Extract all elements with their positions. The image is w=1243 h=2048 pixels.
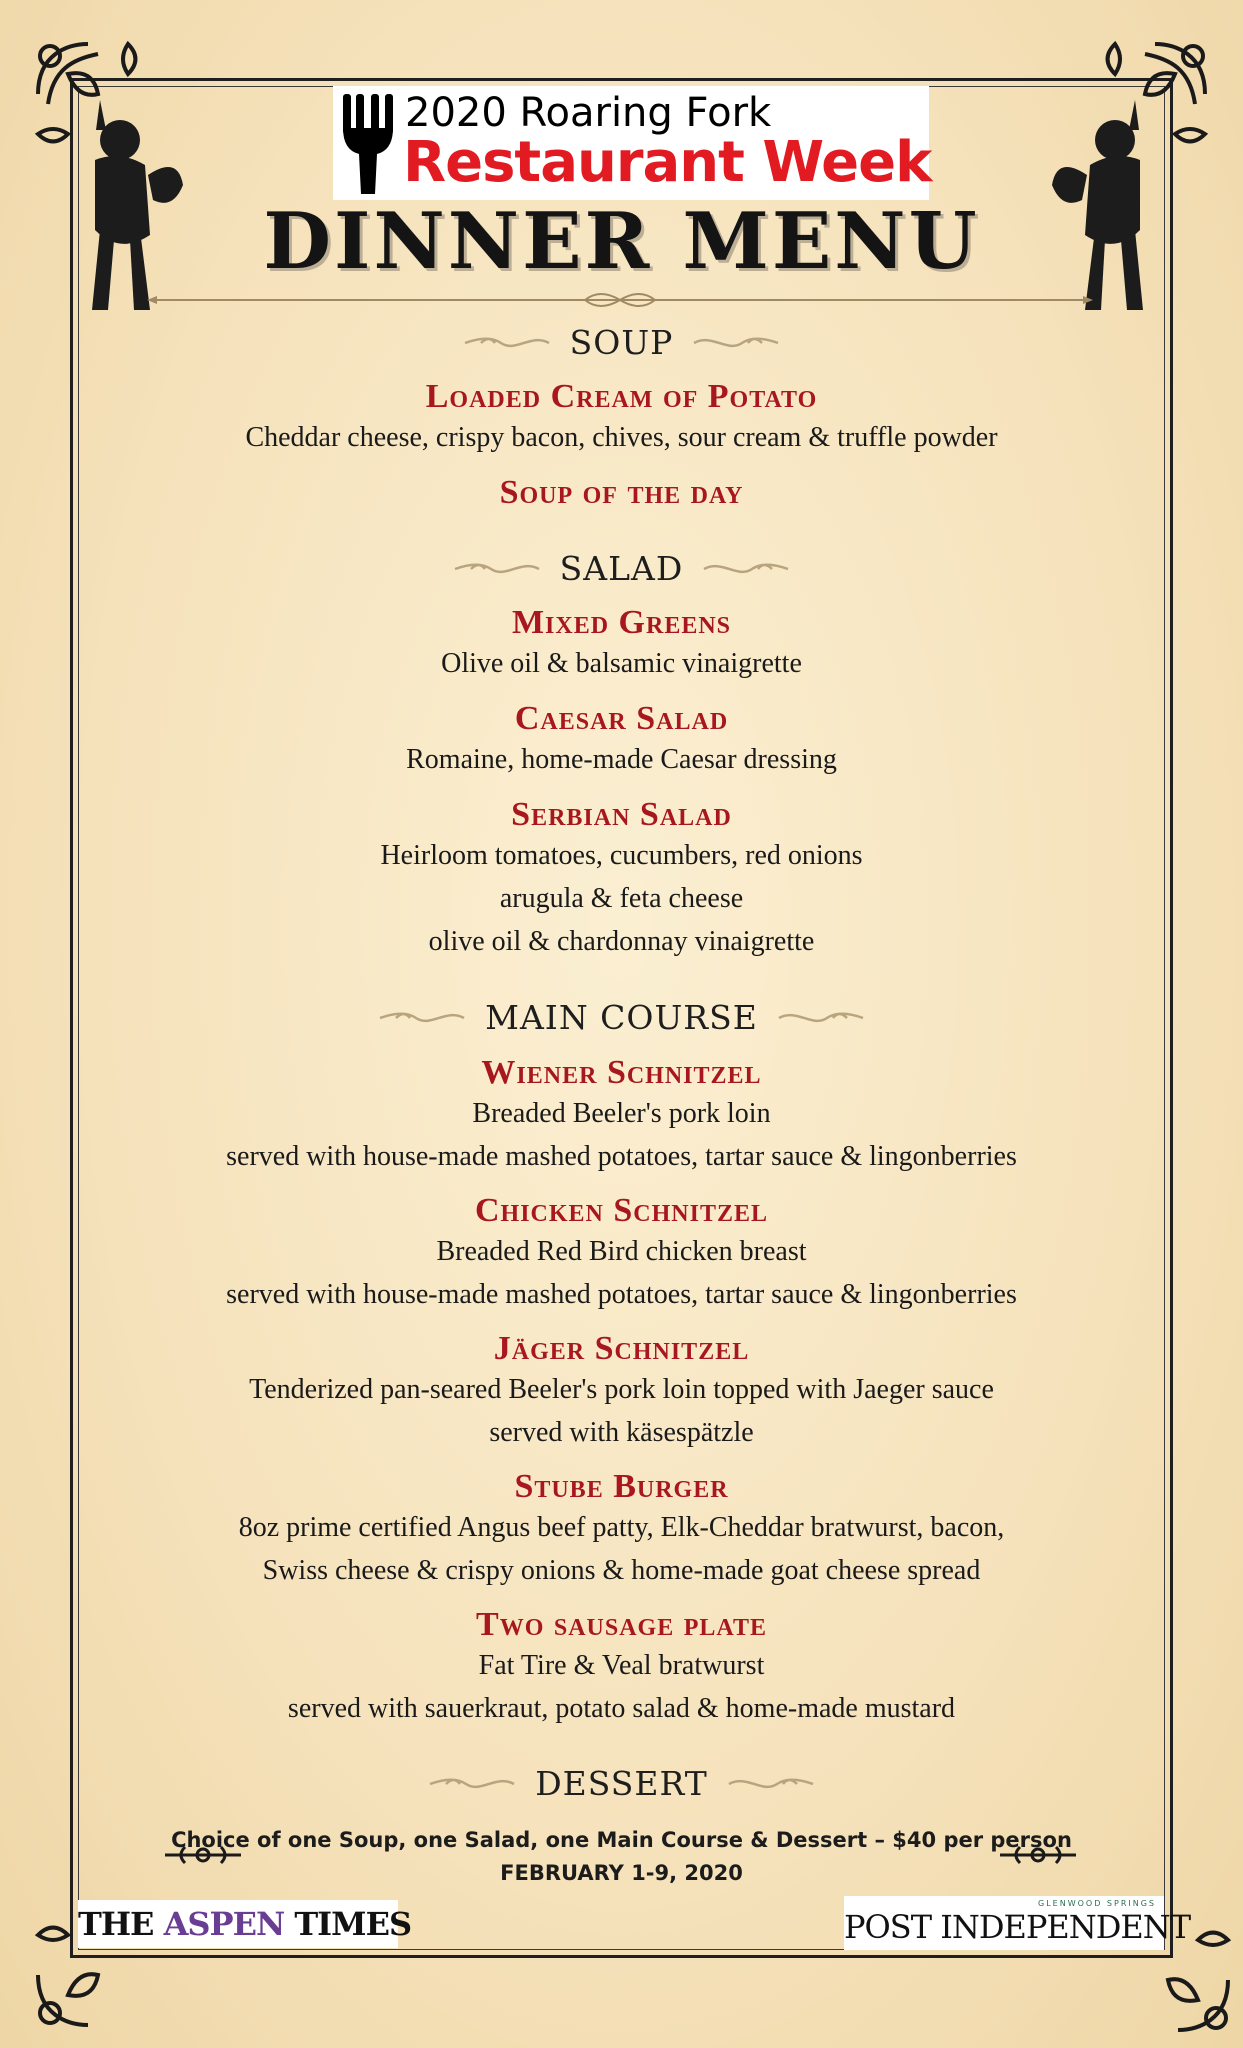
- item-description: served with house-made mashed potatoes, tartar sauce & lingonberries: [226, 1141, 1017, 1172]
- menu-item: [0, 1054, 1243, 1178]
- logo-event-name: Restaurant Week: [403, 130, 932, 195]
- section-soup-header: [0, 323, 1243, 362]
- menu-item: [0, 1330, 1243, 1454]
- item-name: Caesar Salad: [514, 700, 729, 737]
- item-name: Stube Burger: [514, 1468, 729, 1505]
- fork-icon: [341, 94, 395, 194]
- section-main-course-header: [0, 998, 1243, 1037]
- post-independent-name: POST INDEPENDENT: [844, 1908, 1191, 1946]
- item-description: Fat Tire & Veal bratwurst: [478, 1650, 765, 1681]
- section-label: SOUP: [569, 323, 674, 362]
- aspen-times-logo: [78, 1900, 412, 1948]
- menu-item: [0, 378, 1243, 459]
- flourish-icon: [692, 331, 782, 355]
- post-independent-logo: [844, 1896, 1191, 1950]
- menu-item: [0, 604, 1243, 685]
- flourish-icon: [702, 557, 792, 581]
- flourish-icon: [376, 1006, 466, 1030]
- item-description: Swiss cheese & crispy onions & home-made goat cheese spread: [262, 1555, 981, 1586]
- item-description: Cheddar cheese, crispy bacon, chives, sour cream & truffle powder: [245, 422, 998, 453]
- item-name: Wiener Schnitzel: [481, 1054, 762, 1091]
- menu-item: [0, 1468, 1243, 1592]
- item-description: Tenderized pan-seared Beeler's pork loin topped with Jaeger sauce: [249, 1374, 994, 1405]
- section-salad-header: [0, 549, 1243, 588]
- pricing-note: Choice of one Soup, one Salad, one Main Course & Dessert – $40 per person: [171, 1828, 1072, 1852]
- item-name: Two sausage plate: [476, 1606, 767, 1643]
- flourish-icon: [451, 557, 541, 581]
- menu-item: [0, 700, 1243, 781]
- item-name: Loaded Cream of Potato: [425, 378, 818, 415]
- item-name: Soup of the day: [499, 474, 744, 511]
- flourish-icon: [727, 1772, 817, 1796]
- aspen-times-text: TIMES: [284, 1905, 412, 1943]
- item-description: served with käsespätzle: [489, 1417, 754, 1448]
- flourish-icon: [426, 1772, 516, 1796]
- flourish-icon: [461, 331, 551, 355]
- item-name: Jäger Schnitzel: [493, 1330, 750, 1367]
- section-label: DESSERT: [535, 1764, 708, 1803]
- item-description: olive oil & chardonnay vinaigrette: [428, 926, 815, 957]
- event-dates: FEBRUARY 1-9, 2020: [500, 1861, 743, 1885]
- section-dessert-header: [0, 1764, 1243, 1803]
- item-description: Olive oil & balsamic vinaigrette: [441, 648, 802, 679]
- flourish-icon: [777, 1006, 867, 1030]
- aspen-times-text: THE: [78, 1905, 164, 1943]
- logo-year-line: 2020 Roaring Fork: [405, 90, 772, 136]
- post-independent-tagline: GLENWOOD SPRINGS: [1038, 1899, 1156, 1908]
- item-name: Serbian Salad: [511, 796, 732, 833]
- item-name: Chicken Schnitzel: [474, 1192, 768, 1229]
- item-name: Mixed Greens: [511, 604, 732, 641]
- item-description: 8oz prime certified Angus beef patty, Elk-Cheddar bratwurst, bacon,: [238, 1512, 1005, 1543]
- menu-item: [0, 1192, 1243, 1316]
- menu-item: [0, 796, 1243, 963]
- menu-item: [0, 1606, 1243, 1730]
- section-label: MAIN COURSE: [485, 998, 758, 1037]
- restaurant-week-logo: [333, 86, 932, 200]
- item-description: served with sauerkraut, potato salad & home-made mustard: [287, 1693, 956, 1724]
- title-divider: [145, 290, 1095, 310]
- section-label: SALAD: [559, 549, 684, 588]
- item-description: Breaded Red Bird chicken breast: [436, 1236, 807, 1267]
- item-description: Romaine, home-made Caesar dressing: [406, 744, 837, 775]
- item-description: Heirloom tomatoes, cucumbers, red onions: [380, 840, 863, 871]
- menu-item: [0, 474, 1243, 512]
- aspen-times-text: ASPEN: [163, 1905, 285, 1943]
- corner-ornament-icon: [1058, 1860, 1238, 2040]
- item-description: served with house-made mashed potatoes, tartar sauce & lingonberries: [226, 1279, 1017, 1310]
- item-description: arugula & feta cheese: [499, 883, 744, 914]
- item-description: Breaded Beeler's pork loin: [472, 1098, 771, 1129]
- page-title: DINNER MENU: [263, 196, 980, 287]
